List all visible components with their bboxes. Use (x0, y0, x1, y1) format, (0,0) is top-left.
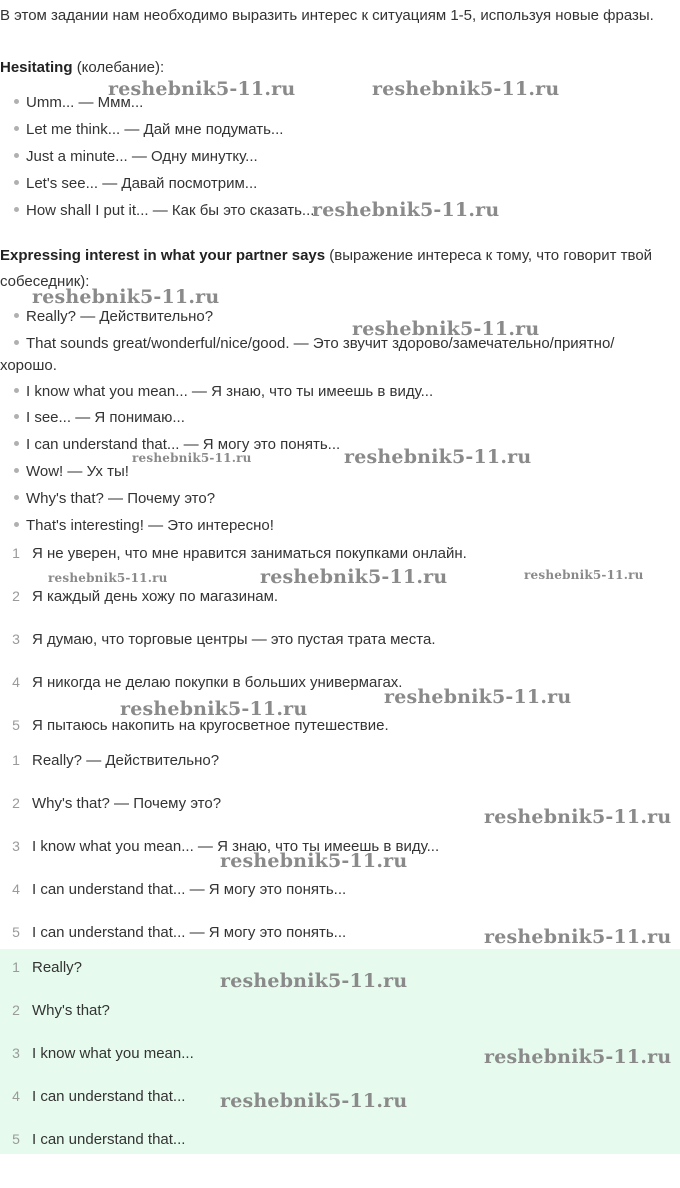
hesitating-heading (0, 55, 676, 81)
answer-item: 2 Why's that? (12, 1002, 110, 1019)
bullet-dot-icon (14, 388, 19, 393)
answer-item: 4 I can understand that... (12, 1088, 186, 1105)
list-item: Umm... — Ммм... (0, 92, 143, 114)
bullet-dot-icon (14, 180, 19, 185)
situation-item: 3 Я думаю, что торговые центры — это пустая трата места. (12, 631, 436, 648)
watermark: reshebnik5-11.ru (484, 926, 672, 948)
response-item: 4 I can understand that... — Я могу это понять... (12, 881, 347, 898)
list-item: I know what you mean... — Я знаю, что ты имеешь в виду... (0, 381, 433, 403)
interest-note: (выражение интереса к тому, что говорит твой собеседник): (0, 247, 653, 290)
situation-item: 2 Я каждый день хожу по магазинам. (12, 588, 279, 605)
watermark: reshebnik5-11.ru (120, 698, 308, 720)
response-item: 3 I know what you mean... — Я знаю, что ты имеешь в виду... (12, 838, 440, 855)
bullet-dot-icon (14, 99, 19, 104)
list-item: I can understand that... — Я могу это понять... (0, 434, 340, 456)
bullet-dot-icon (14, 153, 19, 158)
list-item: Wow! — Ух ты! (0, 461, 129, 483)
bullet-dot-icon (14, 414, 19, 419)
bullet-dot-icon (14, 207, 19, 212)
watermark: reshebnik5-11.ru (260, 566, 448, 588)
watermark: reshebnik5-11.ru (132, 451, 252, 465)
list-item: That's interesting! — Это интересно! (0, 515, 274, 537)
situation-item: 4 Я никогда не делаю покупки в больших универмагах. (12, 674, 403, 691)
list-item: I see... — Я понимаю... (0, 407, 185, 429)
response-item: 5 I can understand that... — Я могу это понять... (12, 924, 347, 941)
situation-item: 1 Я не уверен, что мне нравится заниматься покупками онлайн. (12, 545, 467, 562)
bullet-dot-icon (14, 313, 19, 318)
hesitating-title: Hesitating (0, 59, 73, 76)
response-item: 1 Really? — Действительно? (12, 752, 220, 769)
answer-item: 1 Really? (12, 959, 83, 976)
watermark: reshebnik5-11.ru (32, 286, 220, 308)
answer-item: 3 I know what you mean... (12, 1045, 194, 1062)
list-item: Just a minute... — Одну минутку... (0, 146, 258, 168)
watermark: reshebnik5-11.ru (524, 568, 644, 582)
list-item: Why's that? — Почему это? (0, 488, 215, 510)
interest-title: Expressing interest in what your partner says (0, 247, 326, 264)
intro-text: В этом задании нам необходимо выразить интерес к ситуациям 1-5, используя новые фразы. (0, 7, 654, 24)
watermark: reshebnik5-11.ru (484, 806, 672, 828)
watermark: reshebnik5-11.ru (312, 199, 500, 221)
bullet-dot-icon (14, 126, 19, 131)
hesitating-note: (колебание): (76, 59, 165, 76)
list-item: Let's see... — Давай посмотрим... (0, 173, 257, 195)
answer-item: 5 I can understand that... (12, 1131, 186, 1148)
watermark: reshebnik5-11.ru (352, 318, 540, 340)
bullet-dot-icon (14, 340, 19, 345)
watermark: reshebnik5-11.ru (220, 1090, 408, 1112)
list-item: Let me think... — Дай мне подумать... (0, 119, 283, 141)
response-item: 2 Why's that? — Почему это? (12, 795, 222, 812)
watermark: reshebnik5-11.ru (220, 970, 408, 992)
watermark: reshebnik5-11.ru (384, 686, 572, 708)
bullet-dot-icon (14, 522, 19, 527)
list-item: How shall I put it... — Как бы это сказать... (0, 200, 314, 222)
watermark: reshebnik5-11.ru (220, 850, 408, 872)
watermark: reshebnik5-11.ru (372, 78, 560, 100)
list-item: Really? — Действительно? (0, 306, 213, 328)
watermark: reshebnik5-11.ru (108, 78, 296, 100)
list-item: That sounds great/wonderful/nice/good. — Это звучит здорово/замечательно/приятно/хорошо. (0, 335, 615, 374)
watermark: reshebnik5-11.ru (344, 446, 532, 468)
situation-item: 5 Я пытаюсь накопить на кругосветное путешествие. (12, 717, 389, 734)
watermark: reshebnik5-11.ru (484, 1046, 672, 1068)
bullet-dot-icon (14, 441, 19, 446)
watermark: reshebnik5-11.ru (48, 571, 168, 585)
bullet-dot-icon (14, 495, 19, 500)
bullet-dot-icon (14, 468, 19, 473)
